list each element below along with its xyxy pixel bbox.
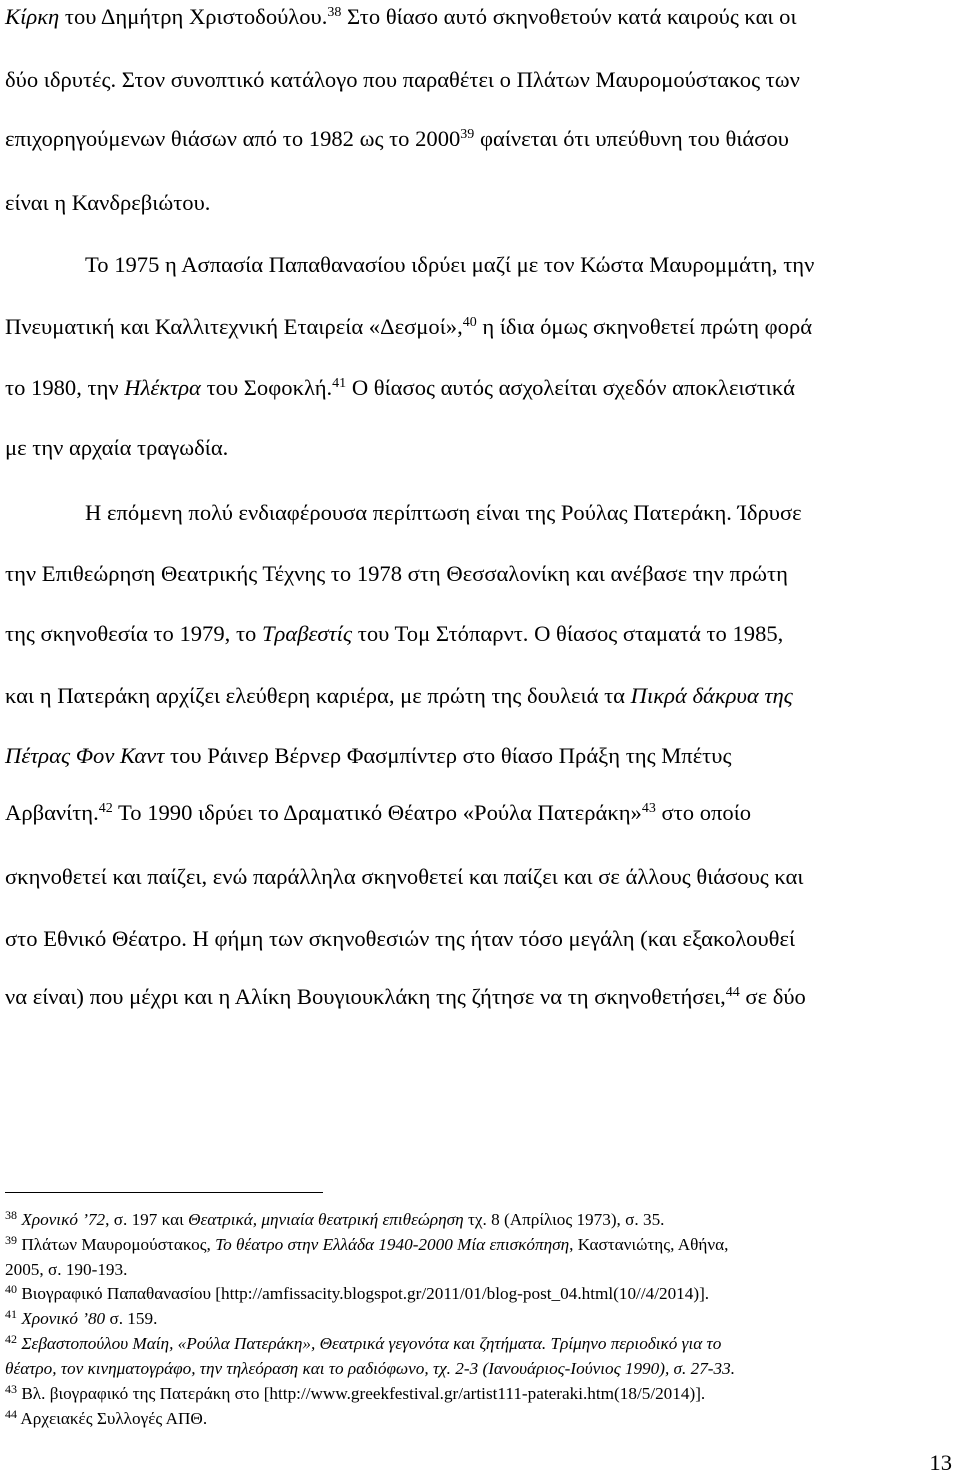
- footnote: $^{39}$ Πλάτων Μαυρομούστακος, Το θέατρο στην Ελλάδα 1940-2000 Μία επισκόπηση, Καστανιώτης, Αθήνα,: [5, 1232, 729, 1254]
- body-line: δύο ιδρυτές. Στον συνοπτικό κατάλογο που παραθέτει ο Πλάτων Μαυρομούστακος των: [5, 67, 800, 92]
- footnote-number: 38: [5, 1207, 18, 1222]
- body-line: επιχορηγούμενων θιάσων από το 1982 ως το 2000$^{39}$ φαίνεται ότι υπεύθυνη του θιάσου: [5, 126, 789, 151]
- body-line: στο Εθνικό Θέατρο. Η φήμη των σκηνοθεσιών της ήταν τόσο μεγάλη (και εξακολουθεί: [5, 926, 796, 951]
- footnote-ref[interactable]: 41: [332, 376, 347, 392]
- body-line: Αρβανίτη.$^{42}$ Το 1990 ιδρύει το Δραματικό Θέατρο «Ρούλα Πατεράκη»$^{43}$ στο οποίο: [5, 800, 752, 825]
- footnote-number: 44: [5, 1406, 18, 1421]
- footnote-link[interactable]: Βιογραφικό Παπαθανασίου [http://amfissacity.blogspot.gr/2011/01/blog-post_04.html(10//4/2014)].: [21, 1284, 710, 1303]
- body-line: Κίρκη του Δημήτρη Χριστοδούλου.$^{38}$ Στο θίασο αυτό σκηνοθετούν κατά καιρούς και οι: [5, 4, 797, 29]
- footnote-number: 42: [5, 1331, 18, 1346]
- body-line: να είναι) που μέχρι και η Αλίκη Βουγιουκλάκη της ζήτησε να τη σκηνοθετήσει,$^{44}$ σε δύο: [5, 984, 806, 1009]
- footnote-ref[interactable]: 42: [98, 801, 113, 817]
- body-line: την Επιθεώρηση Θεατρικής Τέχνης το 1978 στη Θεσσαλονίκη και ανέβασε την πρώτη: [5, 561, 788, 586]
- italic-title: Πέτρας Φον Καντ: [5, 743, 165, 768]
- footnote-separator: [5, 1192, 323, 1193]
- page-number: 13: [929, 1450, 952, 1475]
- footnote-continuation: θέατρο, τον κινηματογράφο, την τηλεόραση και το ραδιόφωνο, τχ. 2-3 (Ιανουάριος-Ιούνιος 1990), σ. 27-33.: [5, 1359, 736, 1378]
- footnote: $^{41}$ Χρονικό ’80 σ. 159.: [5, 1306, 158, 1328]
- footnote-number: 41: [5, 1306, 18, 1321]
- footnote-number: 39: [5, 1232, 18, 1247]
- footnote-link[interactable]: Βλ. βιογραφικό της Πατεράκη στο [http://www.greekfestival.gr/artist111-pateraki.htm(18/5/2014)].: [21, 1384, 706, 1403]
- italic-title: Τραβεστίς: [261, 621, 353, 646]
- body-line: Η επόμενη πολύ ενδιαφέρουσα περίπτωση είναι της Ρούλας Πατεράκη. Ίδρυσε: [85, 500, 802, 525]
- body-line: Πνευματική και Καλλιτεχνική Εταιρεία «Δεσμοί»,$^{40}$ η ίδια όμως σκηνοθετεί πρώτη φορά: [5, 314, 813, 339]
- footnote-ref[interactable]: 39: [460, 127, 475, 143]
- footnote-continuation: 2005, σ. 190-193.: [5, 1260, 128, 1279]
- italic-title: Ηλέκτρα: [124, 375, 201, 400]
- body-line: είναι η Κανδρεβιώτου.: [5, 190, 211, 215]
- body-line: με την αρχαία τραγωδία.: [5, 435, 229, 460]
- italic-title: Κίρκη: [5, 4, 60, 29]
- footnote-ref[interactable]: 43: [641, 801, 656, 817]
- footnote: $^{44}$ Αρχειακές Συλλογές ΑΠΘ.: [5, 1406, 208, 1428]
- body-line: της σκηνοθεσία το 1979, το Τραβεστίς του Τομ Στόπαρντ. Ο θίασος σταματά το 1985,: [5, 621, 784, 646]
- footnote: [5, 1281, 710, 1303]
- body-line: Πέτρας Φον Καντ του Ράινερ Βέρνερ Φασμπίντερ στο θίασο Πράξη της Μπέτυς: [5, 743, 732, 768]
- body-line: σκηνοθετεί και παίζει, ενώ παράλληλα σκηνοθετεί και παίζει και σε άλλους θιάσους και: [5, 864, 804, 889]
- footnote-ref[interactable]: 40: [462, 315, 477, 331]
- footnote: $^{38}$ Χρονικό ’72, σ. 197 και Θεατρικά, μηνιαία θεατρική επιθεώρηση τχ. 8 (Απρίλιος 1973), σ. 35.: [5, 1207, 665, 1229]
- footnote: [5, 1381, 706, 1403]
- italic-title: Πικρά δάκρυα της: [630, 683, 793, 708]
- footnote-number: 40: [5, 1281, 18, 1296]
- footnote-number: 43: [5, 1381, 18, 1396]
- body-line: και η Πατεράκη αρχίζει ελεύθερη καριέρα, με πρώτη της δουλειά τα Πικρά δάκρυα της: [5, 683, 793, 708]
- footnote-ref[interactable]: 44: [725, 985, 740, 1001]
- body-line: το 1980, την Ηλέκτρα του Σοφοκλή.$^{41}$ Ο θίασος αυτός ασχολείται σχεδόν αποκλειστικά: [5, 375, 795, 400]
- footnote: $^{42}$ Σεβαστοπούλου Μαίη, «Ρούλα Πατεράκη», Θεατρικά γεγονότα και ζητήματα. Τρίμηνο περιοδικό για το: [5, 1331, 722, 1353]
- body-line: Το 1975 η Ασπασία Παπαθανασίου ιδρύει μαζί με τον Κώστα Μαυρομμάτη, την: [85, 252, 815, 277]
- footnote-ref[interactable]: 38: [327, 5, 342, 21]
